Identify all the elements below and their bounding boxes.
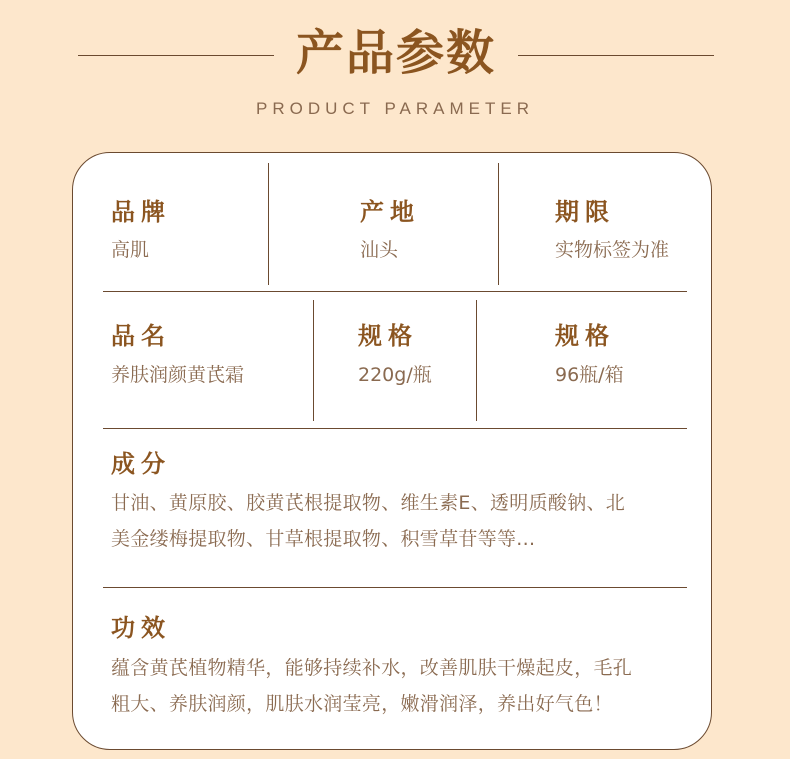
brand-label: 品牌	[111, 198, 171, 226]
row2-divider-2	[476, 300, 477, 421]
shelf-life-value: 实物标签为准	[555, 239, 670, 261]
carton-spec-label: 规格	[555, 322, 615, 350]
ingredients-label: 成分	[111, 450, 171, 478]
row1-divider-1	[268, 163, 269, 285]
origin-value: 汕头	[360, 239, 399, 261]
efficacy-line-2: 粗大、养肤润颜，肌肤水润莹亮，嫩滑润泽，养出好气色！	[111, 693, 613, 715]
spec-label: 规格	[358, 322, 418, 350]
product-name-value: 养肤润颜黄芪霜	[111, 364, 245, 386]
row1-divider-2	[498, 163, 499, 285]
page-title: 产品参数	[295, 25, 496, 81]
row-separator-1	[103, 291, 687, 292]
spec-value: 220g/瓶	[358, 364, 432, 386]
row-separator-2	[103, 428, 687, 429]
row2-divider-1	[313, 300, 314, 421]
brand-value: 高肌	[111, 239, 150, 261]
efficacy-label: 功效	[111, 614, 171, 642]
header-divider-right	[518, 55, 714, 56]
carton-spec-value: 96瓶/箱	[555, 364, 624, 386]
page-subtitle: PRODUCT PARAMETER	[255, 99, 534, 118]
parameter-card	[72, 152, 712, 750]
ingredients-line-1: 甘油、黄原胶、胶黄芪根提取物、维生素E、透明质酸钠、北	[111, 492, 626, 514]
row-separator-3	[103, 587, 687, 588]
origin-label: 产地	[360, 198, 420, 226]
shelf-life-label: 期限	[555, 198, 615, 226]
ingredients-line-2: 美金缕梅提取物、甘草根提取物、积雪草苷等等...	[111, 528, 536, 550]
product-name-label: 品名	[111, 322, 171, 350]
efficacy-line-1: 蕴含黄芪植物精华，能够持续补水，改善肌肤干燥起皮，毛孔	[111, 657, 633, 679]
header-divider-left	[78, 55, 274, 56]
